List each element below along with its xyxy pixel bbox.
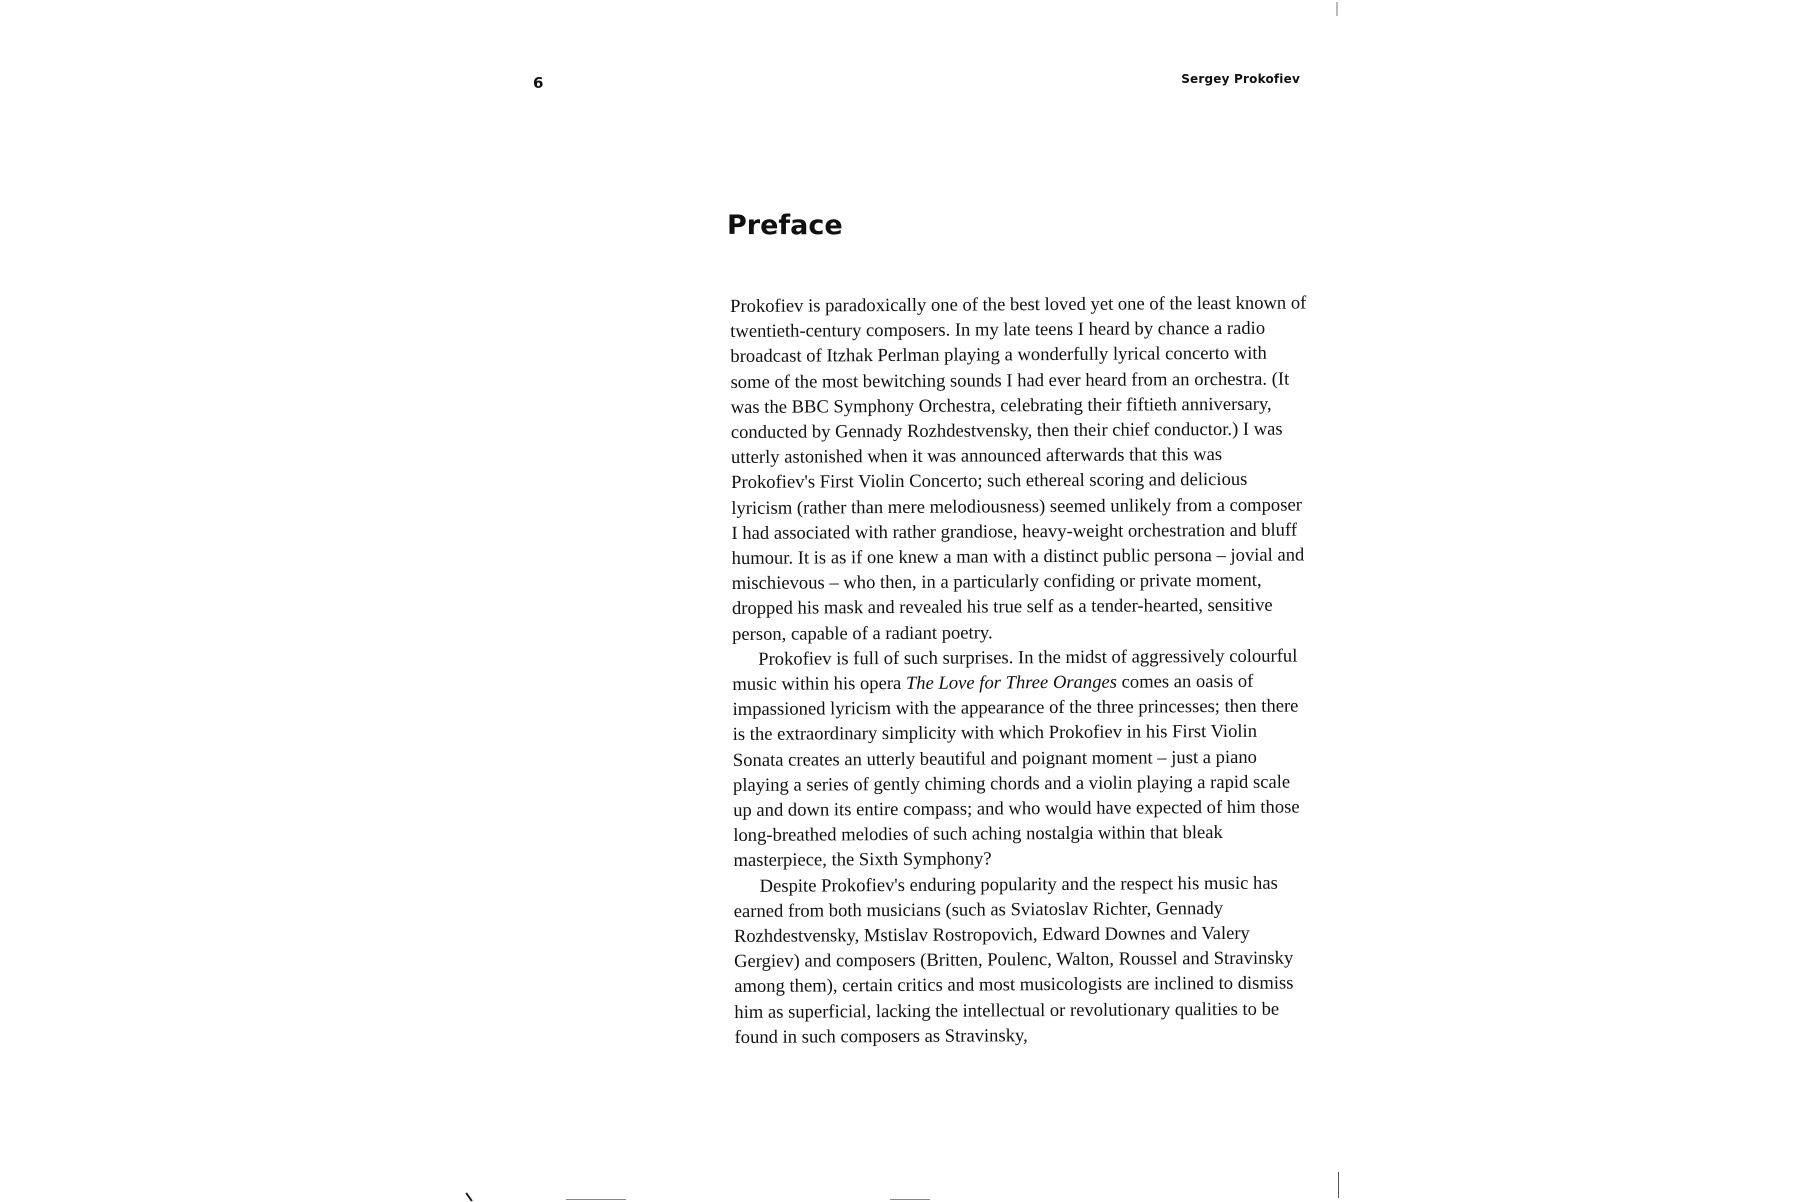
body-text <box>730 290 1313 1050</box>
scan-artifact-right <box>1338 1172 1339 1198</box>
paragraph-1: Prokofiev is paradoxically one of the best loved yet one of the least known of twentieth-century composers. In my late teens I heard by chance a radio broadcast of Itzhak Perlman playing a wonderfully lyrical concerto with some of the most bewitching sounds I had ever heard from an orchestra. (It was the BBC Symphony Orchestra, celebrating their fiftieth anniversary, conducted by Gennady Rozhdestvensky, then their chief conductor.) I was utterly astonished when it was announced afterwards that this was Prokofiev's First Violin Concerto; such ethereal scoring and delicious lyricism (rather than mere melodiousness) seemed unlikely from a composer I had associated with rather grandiose, heavy-weight orchestration and bluff humour. It is as if one knew a man with a distinct public persona – jovial and mischievous – who then, in a particularly confiding or private moment, dropped his mask and revealed his true self as a tender-hearted, sensitive person, capable of a radiant poetry. <box>730 292 1307 645</box>
paragraph-2-text-before: Prokofiev is full of such surprises. In the midst of aggressively colourful music within his opera <box>732 645 1298 696</box>
paragraph-3: Despite Prokofiev's enduring popularity and the respect his music has earned from both musicians (such as Sviatoslav Richter, Gennady Rozhdestvensky, Mstislav Rostropovich, Edward Downes and Valery Gergiev) and composers (Britten, Poulenc, Walton, Roussel and Stravinsky among them), certain critics and most musicologists are inclined to dismiss him as superficial, lacking the intellectual or revolutionary qualities to be found in such composers as Stravinsky, <box>733 872 1294 1048</box>
scan-artifact-top-right <box>1336 2 1338 16</box>
chapter-title: Preface <box>727 210 843 241</box>
paragraph-2-text-after: comes an oasis of impassioned lyricism with the appearance of the three princesses; then there is the extraordinary simplicity with which Prokofiev in his First Violin Sonata creates an utterly beautiful and poignant moment – just a piano playing a series of gently chiming chords and a violin playing a rapid scale up and down its entire compass; and who would have expected of him those long-breathed melodies of such aching nostalgia within that bleak masterpiece, the Sixth Symphony? <box>732 670 1300 872</box>
running-header: Sergey Prokofiev <box>1181 72 1300 86</box>
opera-title: The Love for Three Oranges <box>905 671 1118 694</box>
page-number: 6 <box>533 74 544 92</box>
paragraph-2 <box>732 643 1311 873</box>
scan-artifact-bottom-left <box>465 1192 472 1201</box>
